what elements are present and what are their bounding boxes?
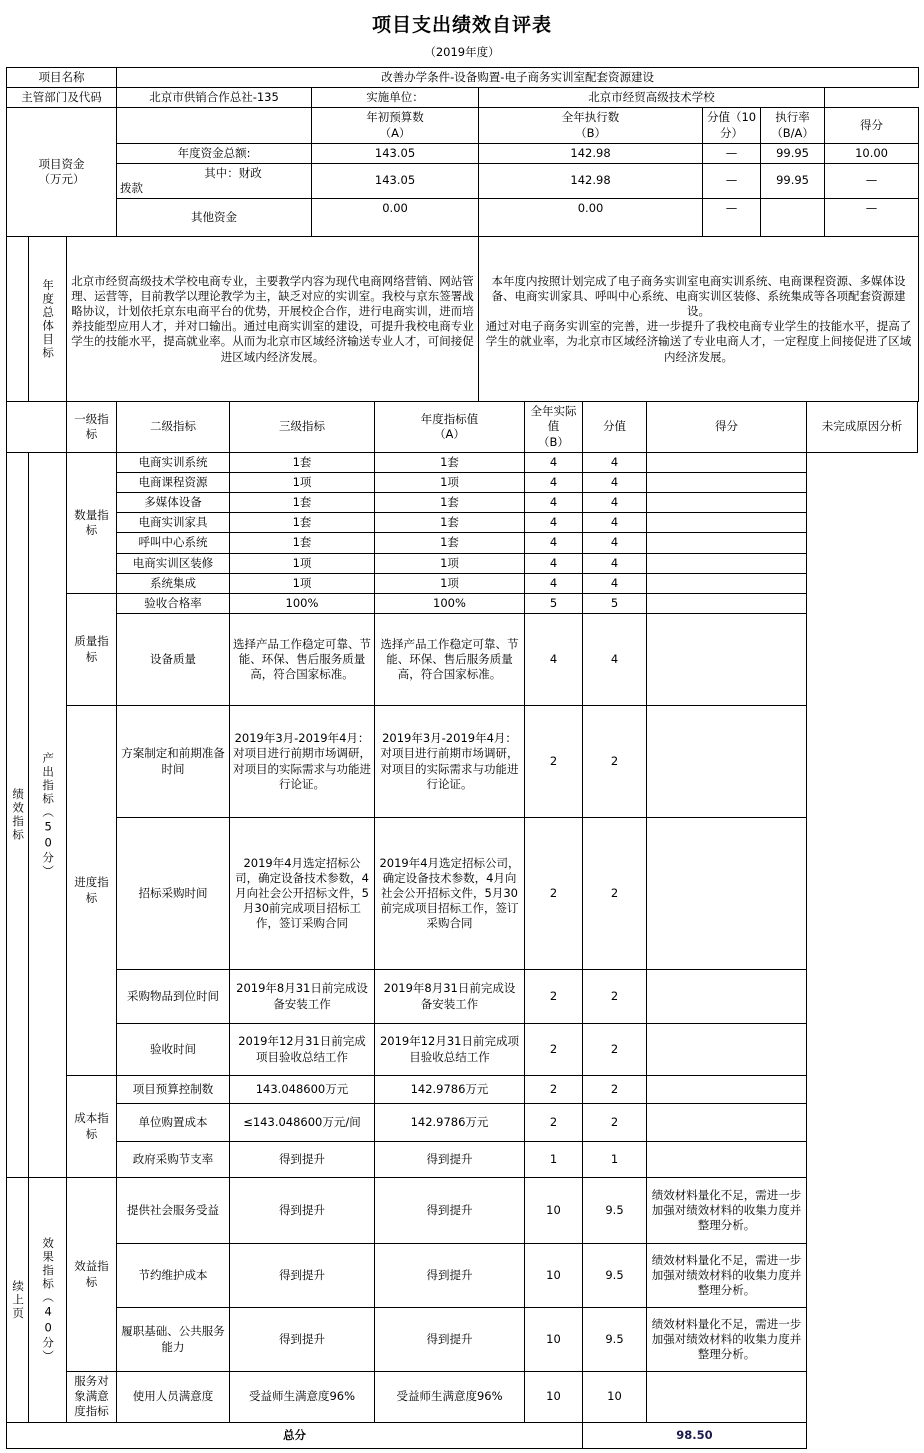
indicator-weight: 10 <box>525 1178 583 1244</box>
indicator-target: 1套 <box>230 513 375 533</box>
indicator-name: 系统集成 <box>117 573 230 593</box>
indicator-actual: 1套 <box>375 452 525 472</box>
annual-goal-actual-p2: 通过对电子商务实训室的完善，进一步提升了我校电商专业学生的技能水平，提高了学生的就业率，为北京市区域经济输送了专业电商人才，一定程度上间接促进了区域内经济发展。 <box>485 319 912 364</box>
indicator-target: 143.048600万元 <box>230 1076 375 1104</box>
indicator-name: 验收合格率 <box>117 593 230 613</box>
indicator-actual: 选择产品工作稳定可靠、节能、环保、售后服务质量高，符合国家标准。 <box>375 614 525 706</box>
indicator-target: 2019年3月-2019年4月：对项目进行前期市场调研，对项目的实际需求与功能进行论证。 <box>230 706 375 818</box>
indicator-actual: 得到提升 <box>375 1244 525 1308</box>
indicator-weight: 4 <box>525 513 583 533</box>
group-output-indicator <box>29 452 67 1177</box>
indicator-reason <box>647 970 807 1024</box>
indicator-header-target-line1: 年度指标值 <box>420 411 479 426</box>
total-score-value: 98.50 <box>583 1422 807 1448</box>
indicator-name: 节约维护成本 <box>117 1244 230 1308</box>
indicator-header-level2: 二级指标 <box>117 402 230 453</box>
indicator-weight: 4 <box>525 573 583 593</box>
annual-goal-spacer <box>7 237 29 402</box>
impl-unit-label: 实施单位： <box>312 88 479 108</box>
indicator-weight: 2 <box>525 706 583 818</box>
indicator-header-weight: 分值 <box>583 402 647 453</box>
indicator-actual: 得到提升 <box>375 1178 525 1244</box>
group-continued-text: 续上页 <box>11 1279 26 1321</box>
group-effect-indicator-l2: （40分） <box>41 1290 56 1364</box>
indicator-score: 10 <box>583 1372 647 1423</box>
indicator-reason: 绩效材料量化不足，需进一步加强对绩效材料的收集力度并整理分析。 <box>647 1308 807 1372</box>
funds-other-score: — <box>825 199 919 237</box>
indicator-score: 4 <box>583 513 647 533</box>
indicator-target: 1项 <box>230 472 375 492</box>
indicator-actual: 得到提升 <box>375 1308 525 1372</box>
secondary-quality: 质量指标 <box>67 593 117 705</box>
indicator-header-level3: 三级指标 <box>230 402 375 453</box>
funds-col-budget <box>312 108 479 143</box>
group-effect-indicator-text <box>41 1237 54 1364</box>
table-row-total <box>7 1422 918 1448</box>
indicator-weight: 2 <box>525 1104 583 1142</box>
indicator-reason: 绩效材料量化不足，需进一步加强对绩效材料的收集力度并整理分析。 <box>647 1244 807 1308</box>
table-row-cost-2 <box>7 1104 918 1142</box>
table-row-quantity-7 <box>7 573 918 593</box>
indicator-header-spacer2 <box>29 402 67 453</box>
indicator-name: 多媒体设备 <box>117 493 230 513</box>
funds-fiscal-weight: — <box>703 163 761 198</box>
funds-row-name-fiscal <box>117 163 312 198</box>
annual-goal-label-text: 年度总体目标 <box>41 278 56 360</box>
table-row-quality-2 <box>7 614 918 706</box>
indicator-weight: 2 <box>525 970 583 1024</box>
indicator-actual: 2019年12月31日前完成项目验收总结工作 <box>375 1024 525 1076</box>
indicator-weight: 1 <box>525 1142 583 1178</box>
indicator-score: 1 <box>583 1142 647 1178</box>
table-row-funds-total <box>7 143 919 163</box>
indicator-score: 5 <box>583 593 647 613</box>
table-row-benefit-2 <box>7 1244 918 1308</box>
indicator-score: 9.5 <box>583 1244 647 1308</box>
funds-total-score: 10.00 <box>825 143 919 163</box>
secondary-benefit: 效益指标 <box>67 1178 117 1372</box>
indicator-target: 得到提升 <box>230 1142 375 1178</box>
indicator-weight: 4 <box>525 493 583 513</box>
indicator-name: 使用人员满意度 <box>117 1372 230 1423</box>
indicator-target: 得到提升 <box>230 1244 375 1308</box>
funds-fiscal-name-bottom: 拨款 <box>120 181 144 196</box>
group-output-indicator-l2: （50分） <box>41 805 56 879</box>
indicator-target: 1套 <box>230 533 375 553</box>
page-subtitle: （2019年度） <box>424 45 500 59</box>
indicator-target: 受益师生满意度96% <box>230 1372 375 1423</box>
indicator-weight: 10 <box>525 1308 583 1372</box>
indicator-weight: 10 <box>525 1372 583 1423</box>
indicator-actual: 2019年3月-2019年4月：对项目进行前期市场调研，对项目的实际需求与功能进行论证。 <box>375 706 525 818</box>
indicator-actual: 1项 <box>375 573 525 593</box>
indicator-reason <box>647 1372 807 1423</box>
table-row-quantity-5 <box>7 533 918 553</box>
indicator-header-actual-line1: 全年实际值 <box>530 404 577 434</box>
indicator-reason <box>647 818 807 970</box>
table-row-benefit-3 <box>7 1308 918 1372</box>
indicator-name: 履职基础、公共服务能力 <box>117 1308 230 1372</box>
page-title: 项目支出绩效自评表 <box>371 14 552 36</box>
indicator-weight: 2 <box>525 1024 583 1076</box>
indicator-reason <box>647 513 807 533</box>
indicator-reason <box>647 493 807 513</box>
funds-other-exec: 0.00 <box>479 199 703 237</box>
indicator-actual: 1项 <box>375 472 525 492</box>
table-row-funds-other <box>7 199 919 237</box>
table-row-quantity-6 <box>7 553 918 573</box>
indicator-target: ≤143.048600万元/间 <box>230 1104 375 1142</box>
annual-goal-actual <box>479 237 919 402</box>
funds-other-weight: — <box>703 199 761 237</box>
funds-other-rate <box>761 199 825 237</box>
indicator-name: 单位购置成本 <box>117 1104 230 1142</box>
indicator-reason <box>647 452 807 472</box>
table-row-annual-goal <box>7 237 919 402</box>
indicator-target: 得到提升 <box>230 1178 375 1244</box>
table-row-progress-3 <box>7 970 918 1024</box>
funds-fiscal-exec: 142.98 <box>479 163 703 198</box>
indicator-score: 4 <box>583 452 647 472</box>
indicator-weight: 10 <box>525 1244 583 1308</box>
indicator-reason <box>647 1104 807 1142</box>
funds-col-score: 得分 <box>825 108 919 143</box>
indicator-score: 9.5 <box>583 1308 647 1372</box>
funds-other-budget: 0.00 <box>312 199 479 237</box>
indicator-reason <box>647 1142 807 1178</box>
indicator-target: 1套 <box>230 493 375 513</box>
indicator-score: 2 <box>583 1076 647 1104</box>
indicator-target: 2019年4月选定招标公司，确定设备技术参数，4月向社会公开招标文件，5月30前完成项目招标工作，签订采购合同 <box>230 818 375 970</box>
funds-label-line2: （万元） <box>38 172 85 187</box>
indicator-name: 方案制定和前期准备时间 <box>117 706 230 818</box>
indicator-name: 验收时间 <box>117 1024 230 1076</box>
indicator-header-score: 得分 <box>647 402 807 453</box>
funds-subheader-blank <box>117 108 312 143</box>
group-output-indicator-text <box>41 752 54 879</box>
indicator-actual: 142.9786万元 <box>375 1076 525 1104</box>
table-row-cost-3 <box>7 1142 918 1178</box>
indicator-actual: 142.9786万元 <box>375 1104 525 1142</box>
indicator-score: 2 <box>583 818 647 970</box>
indicator-header-actual <box>525 402 583 453</box>
indicator-reason <box>647 1076 807 1104</box>
table-row-cost-1 <box>7 1076 918 1104</box>
secondary-satisfaction: 服务对象满意度指标 <box>67 1372 117 1423</box>
indicator-name: 招标采购时间 <box>117 818 230 970</box>
funds-col-budget-line1: 年初预算数 <box>366 110 424 125</box>
indicator-score: 4 <box>583 493 647 513</box>
funds-total-budget: 143.05 <box>312 143 479 163</box>
table-row-progress-1 <box>7 706 918 818</box>
indicator-name: 项目预算控制数 <box>117 1076 230 1104</box>
secondary-quantity: 数量指标 <box>67 452 117 593</box>
funds-total-weight: — <box>703 143 761 163</box>
table-row-funds-header <box>7 108 919 143</box>
table-row-satisfaction-1 <box>7 1372 918 1423</box>
indicator-score: 2 <box>583 1024 647 1076</box>
indicator-header-level1: 一级指标 <box>67 402 117 453</box>
indicator-target: 1项 <box>230 573 375 593</box>
funds-total-exec: 142.98 <box>479 143 703 163</box>
table-row-funds-fiscal <box>7 163 919 198</box>
department-value: 北京市供销合作总社-135 <box>117 88 312 108</box>
indicator-score: 2 <box>583 706 647 818</box>
indicator-reason <box>647 472 807 492</box>
total-label: 总分 <box>7 1422 583 1448</box>
indicator-reason <box>647 1024 807 1076</box>
table-row-progress-2 <box>7 818 918 970</box>
funds-row-label <box>7 108 117 237</box>
indicator-reason: 绩效材料量化不足，需进一步加强对绩效材料的收集力度并整理分析。 <box>647 1178 807 1244</box>
table-row-progress-4 <box>7 1024 918 1076</box>
indicator-target: 100% <box>230 593 375 613</box>
indicator-weight: 4 <box>525 452 583 472</box>
table-row-indicator-header <box>7 402 918 453</box>
funds-total-rate: 99.95 <box>761 143 825 163</box>
table-row-quantity-2 <box>7 472 918 492</box>
table-row-quantity-4 <box>7 513 918 533</box>
impl-unit-value: 北京市经贸高级技术学校 <box>479 88 825 108</box>
group-perf-indicator <box>7 452 29 1177</box>
funds-col-exec-line1: 全年执行数 <box>561 110 620 125</box>
project-name-label: 项目名称 <box>7 68 117 88</box>
annual-goal-label <box>29 237 67 402</box>
indicator-actual: 受益师生满意度96% <box>375 1372 525 1423</box>
indicator-actual: 1套 <box>375 513 525 533</box>
indicator-actual: 2019年8月31日前完成设备安装工作 <box>375 970 525 1024</box>
indicator-reason <box>647 706 807 818</box>
indicator-name: 电商实训区装修 <box>117 553 230 573</box>
table-row-department <box>7 88 919 108</box>
department-label: 主管部门及代码 <box>7 88 117 108</box>
secondary-cost: 成本指标 <box>67 1076 117 1178</box>
indicator-weight: 4 <box>525 533 583 553</box>
indicator-weight: 2 <box>525 818 583 970</box>
funds-row-name-other: 其他资金 <box>117 199 312 237</box>
indicator-reason <box>647 533 807 553</box>
indicator-actual: 1套 <box>375 533 525 553</box>
indicator-name: 提供社会服务受益 <box>117 1178 230 1244</box>
indicator-reason <box>647 593 807 613</box>
indicator-actual: 1项 <box>375 553 525 573</box>
funds-fiscal-budget: 143.05 <box>312 163 479 198</box>
indicator-actual: 2019年4月选定招标公司，确定设备技术参数，4月向社会公开招标文件，5月30前完成项目招标工作，签订采购合同 <box>375 818 525 970</box>
indicator-weight: 2 <box>525 1076 583 1104</box>
indicator-table <box>6 401 918 1448</box>
indicator-name: 电商实训家具 <box>117 513 230 533</box>
funds-col-rate-line1: 执行率 <box>775 110 810 125</box>
annual-goal-plan: 北京市经贸高级技术学校电商专业，主要教学内容为现代电商网络营销、网站管理、运营等，目前教学以理论教学为主，缺乏对应的实训室。我校与京东签署战略协议，计划依托京东电商平台的优势，开展校企合作，进行电商实训，进而培养技能型应用人才，并对口输出。通过电商实训室的建设，可提升我校电商专业学生的技能水平，提高就业率。从而为北京市区域经济输送专业人才，可间接促进区域内经济发展。 <box>67 237 479 402</box>
indicator-score: 2 <box>583 1104 647 1142</box>
funds-col-exec-line2: （B） <box>575 125 606 140</box>
indicator-weight: 5 <box>525 593 583 613</box>
indicator-target: 2019年12月31日前完成项目验收总结工作 <box>230 1024 375 1076</box>
group-effect-indicator-l1: 效果指标 <box>41 1236 56 1291</box>
indicator-target: 1项 <box>230 553 375 573</box>
indicator-header-spacer1 <box>7 402 29 453</box>
indicator-actual: 1套 <box>375 493 525 513</box>
secondary-progress: 进度指标 <box>67 706 117 1076</box>
funds-label-line1: 项目资金 <box>38 157 85 172</box>
table-row-project-name <box>7 68 919 88</box>
indicator-name: 政府采购节支率 <box>117 1142 230 1178</box>
indicator-header-reason: 未完成原因分析 <box>807 402 918 453</box>
group-effect-indicator <box>29 1178 67 1423</box>
indicator-target: 2019年8月31日前完成设备安装工作 <box>230 970 375 1024</box>
group-continued <box>7 1178 29 1423</box>
indicator-reason <box>647 553 807 573</box>
funds-col-rate <box>761 108 825 143</box>
funds-row-name-total: 年度资金总额: <box>117 143 312 163</box>
indicator-actual: 得到提升 <box>375 1142 525 1178</box>
indicator-score: 4 <box>583 573 647 593</box>
indicator-score: 4 <box>583 472 647 492</box>
funds-fiscal-score: — <box>825 163 919 198</box>
table-row-benefit-1 <box>7 1178 918 1244</box>
indicator-actual: 100% <box>375 593 525 613</box>
table-row-quantity-3 <box>7 493 918 513</box>
indicator-score: 4 <box>583 553 647 573</box>
funds-col-budget-line2: （A） <box>379 125 411 140</box>
annual-goal-actual-p1: 本年度内按照计划完成了电子商务实训室电商实训系统、电商课程资源、多媒体设备、电商实训家具、呼叫中心系统、电商实训区装修、系统集成等各项配套资源建设。 <box>491 273 906 319</box>
indicator-header-actual-line2: （B） <box>538 434 569 449</box>
indicator-weight: 4 <box>525 614 583 706</box>
group-output-indicator-l1: 产出指标 <box>41 751 56 806</box>
indicator-weight: 4 <box>525 472 583 492</box>
indicator-header-target <box>375 402 525 453</box>
table-row-quality-1 <box>7 593 918 613</box>
indicator-reason <box>647 614 807 706</box>
funds-fiscal-name-top: 其中：财政 <box>204 165 262 180</box>
indicator-score: 2 <box>583 970 647 1024</box>
funds-col-weight: 分值（10分） <box>703 108 761 143</box>
group-perf-indicator-text: 绩效指标 <box>11 787 26 842</box>
project-name-value: 改善办学条件-设备购置-电子商务实训室配套资源建设 <box>117 68 919 88</box>
indicator-target: 1套 <box>230 452 375 472</box>
indicator-header-target-line2: （A） <box>434 426 465 441</box>
indicator-score: 9.5 <box>583 1178 647 1244</box>
indicator-score: 4 <box>583 614 647 706</box>
indicator-target: 选择产品工作稳定可靠、节能、环保、售后服务质量高，符合国家标准。 <box>230 614 375 706</box>
indicator-score: 4 <box>583 533 647 553</box>
indicator-reason <box>647 573 807 593</box>
indicator-target: 得到提升 <box>230 1308 375 1372</box>
indicator-name: 设备质量 <box>117 614 230 706</box>
indicator-weight: 4 <box>525 553 583 573</box>
indicator-name: 电商实训系统 <box>117 452 230 472</box>
funds-fiscal-rate: 99.95 <box>761 163 825 198</box>
indicator-name: 呼叫中心系统 <box>117 533 230 553</box>
indicator-name: 采购物品到位时间 <box>117 970 230 1024</box>
funds-col-rate-line2: （B/A） <box>771 125 814 140</box>
funds-col-exec <box>479 108 703 143</box>
indicator-name: 电商课程资源 <box>117 472 230 492</box>
table-row-quantity-1 <box>7 452 918 472</box>
top-info-table <box>6 67 919 402</box>
